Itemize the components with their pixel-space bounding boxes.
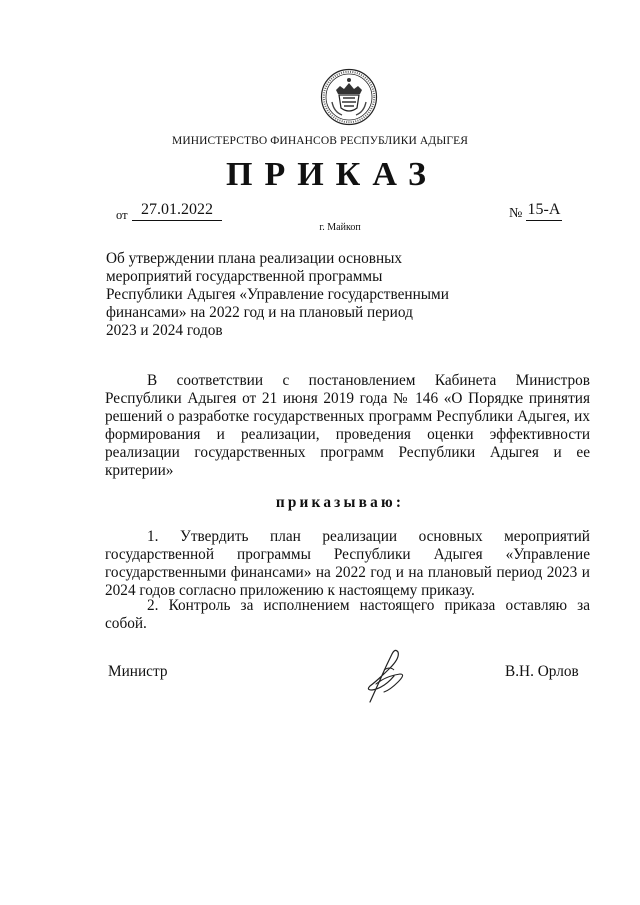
document-date: 27.01.2022: [132, 200, 222, 221]
signer-role: Министр: [108, 663, 168, 680]
document-city: г. Майкоп: [319, 222, 361, 233]
number-prefix: №: [509, 206, 523, 221]
date-prefix: от: [116, 208, 128, 222]
order-item-1: 1. Утвердить план реализации основных мероприятий государственной программы Республики Адыгея «Управление государственными финансами» на 2022 год и на плановый период 2023 и 2024 годов согласно приложению к настоящему приказу.: [105, 528, 590, 599]
preamble-paragraph: В соответствии с постановлением Кабинета Министров Республики Адыгея от 21 июня 2019 года № 146 «О Порядке принятия решений о разработке государственных программ Республики Адыгея, их формирования и реализации, проведения оценки эффективности реализации государственных программ Республики Адыгея и ее критерии»: [105, 372, 590, 479]
signer-name: В.Н. Орлов: [505, 663, 579, 680]
ministry-name: МИНИСТЕРСТВО ФИНАНСОВ РЕСПУБЛИКИ АДЫГЕЯ: [172, 135, 468, 147]
handwritten-signature: [340, 640, 430, 710]
document-title: ПРИКАЗ: [226, 156, 438, 193]
document-number: 15-А: [526, 200, 562, 221]
order-item-2: 2. Контроль за исполнением настоящего приказа оставляю за собой.: [105, 597, 590, 632]
document-subject: Об утверждении плана реализации основных мероприятий государственной программы Республики Адыгея «Управление государственными финансами» на 2022 год и на плановый период 2023 и 2024 годов: [106, 250, 449, 339]
order-word: приказываю:: [275, 494, 405, 511]
coat-of-arms-icon: [320, 68, 378, 126]
